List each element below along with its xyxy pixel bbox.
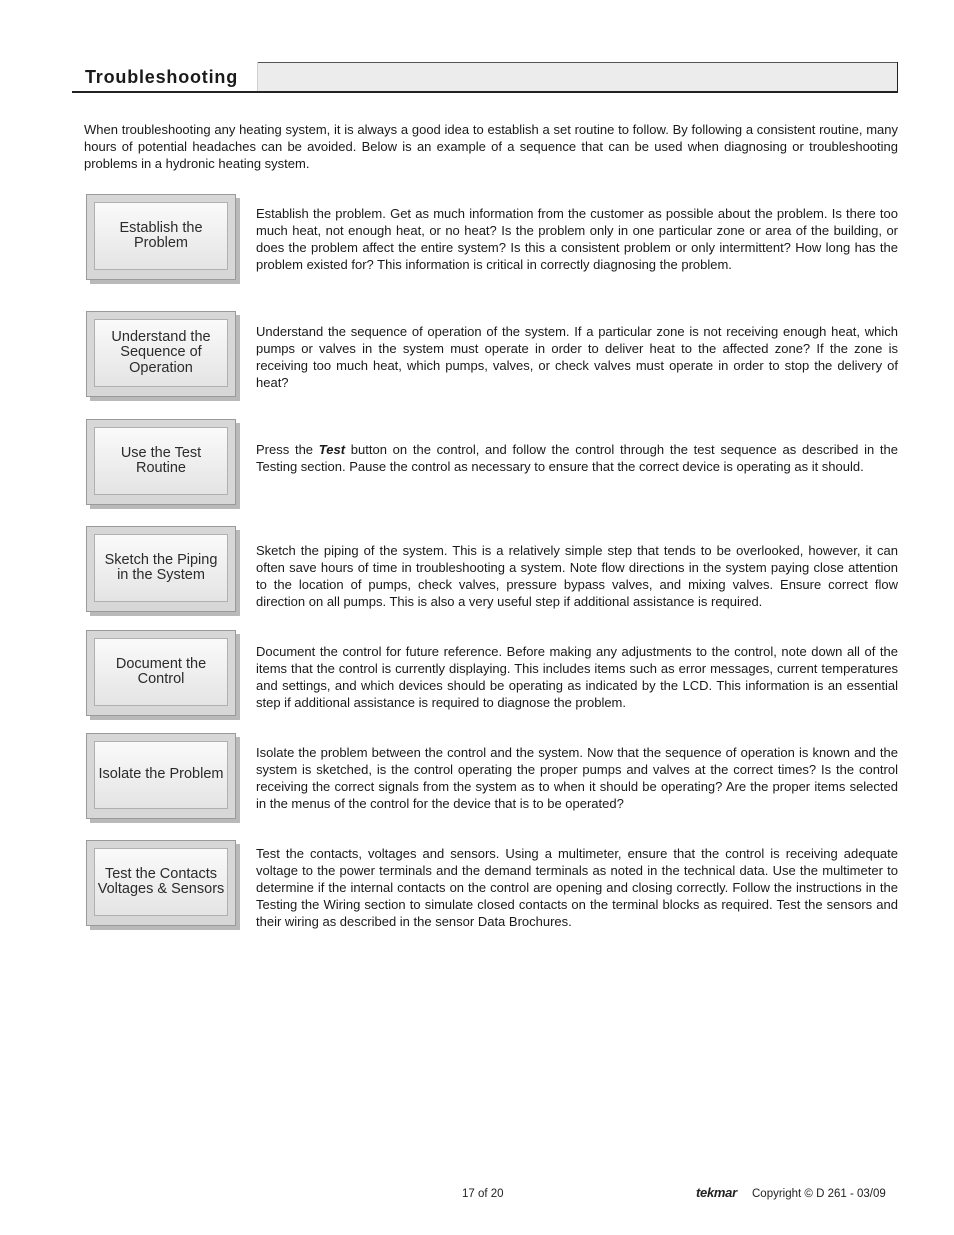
step-box-sequence-of-operation (86, 311, 236, 397)
step-description-sketch-piping: Sketch the piping of the system. This is a relatively simple step that tends to be overlooked, however, it can often save hours of time in troubleshooting a system. Note flow directions in the system paying close attention to the location of pumps, check valves, pressure bypass valves, and mixing valves. Ensure correct flow direction on all pumps. This is also a very useful step if additional assistance is required. (256, 543, 898, 609)
step-label: Use the Test Routine (94, 427, 228, 495)
brand-logo: tekmar (696, 1185, 737, 1200)
step-description-sequence-of-operation: Understand the sequence of operation of the system. If a particular zone is not receiving enough heat, which pumps or valves in the system must operate in order to deliver heat to the affected zone? If the zone is receiving too much heat, which pumps, valves, or check valves must operate in order to stop the delivery of heat? (256, 324, 898, 390)
step-description-establish-problem: Establish the problem. Get as much information from the customer as possible about the problem. Is there too much heat, not enough heat, or no heat? Is the problem only in one particular zone or area of the building, or does the problem affect the entire system? Is this a consistent problem or only intermittent? How long has the problem existed for? This information is critical in correctly diagnosing the problem. (256, 206, 898, 272)
step-label: Isolate the Problem (94, 741, 228, 809)
step-box-sketch-piping (86, 526, 236, 612)
test-button-name: Test (318, 442, 346, 457)
intro-paragraph: When troubleshooting any heating system, it is always a good idea to establish a set routine to follow. By following a consistent routine, many hours of potential headaches can be avoided. Below is an example of a sequence that can be used when diagnosing or troubleshooting problems in a hydronic heating system. (84, 122, 898, 171)
step-text-pre: Press the (256, 442, 319, 457)
header-rule (258, 62, 897, 63)
step-description-isolate-problem: Isolate the problem between the control and the system. Now that the sequence of operation is known and the system is sketched, is the control operating the proper pumps and valves at the correct times? Is the control receiving the correct signals from the system as to when it should be operating? Are the proper items selected in the menus of the control for the device that is to be operated? (256, 745, 898, 811)
step-box-isolate-problem (86, 733, 236, 819)
step-label: Document the Control (94, 638, 228, 706)
step-description-test-routine (256, 441, 898, 475)
step-text-post: button on the control, and follow the control through the test sequence as described in the Testing section. Pause the control as necessary to ensure that the correct device is operating as it should. (256, 442, 898, 474)
step-box-document-control (86, 630, 236, 716)
step-label: Establish the Problem (94, 202, 228, 270)
step-label: Understand the Sequence of Operation (94, 319, 228, 387)
page-number: 17 of 20 (462, 1188, 504, 1200)
step-label: Test the Contacts Voltages & Sensors (94, 848, 228, 916)
step-description-test-contacts: Test the contacts, voltages and sensors. Using a multimeter, ensure that the control is receiving adequate voltage to the power terminals and the demand terminals as noted in the technical data. Use the multimeter to determine if the internal contacts on the control are opening and closing correctly. Follow the instructions in the Testing the Wiring section to simulate closed contacts on the terminal blocks as required. Test the sensors and their wiring as described in the sensor Data Brochures. (256, 846, 898, 929)
step-box-establish-problem (86, 194, 236, 280)
section-header (72, 62, 898, 93)
step-box-test-routine (86, 419, 236, 505)
step-box-test-contacts (86, 840, 236, 926)
step-description-document-control: Document the control for future reference. Before making any adjustments to the control, note down all of the items that the control is currently displaying. This includes items such as error messages, current temperatures and settings, and which devices should be operating as indicated by the LCD. This information is an essential step if additional assistance is required to diagnose the problem. (256, 644, 898, 710)
page-title: Troubleshooting (85, 67, 238, 87)
copyright-notice: Copyright © D 261 - 03/09 (752, 1188, 886, 1200)
step-label: Sketch the Piping in the System (94, 534, 228, 602)
